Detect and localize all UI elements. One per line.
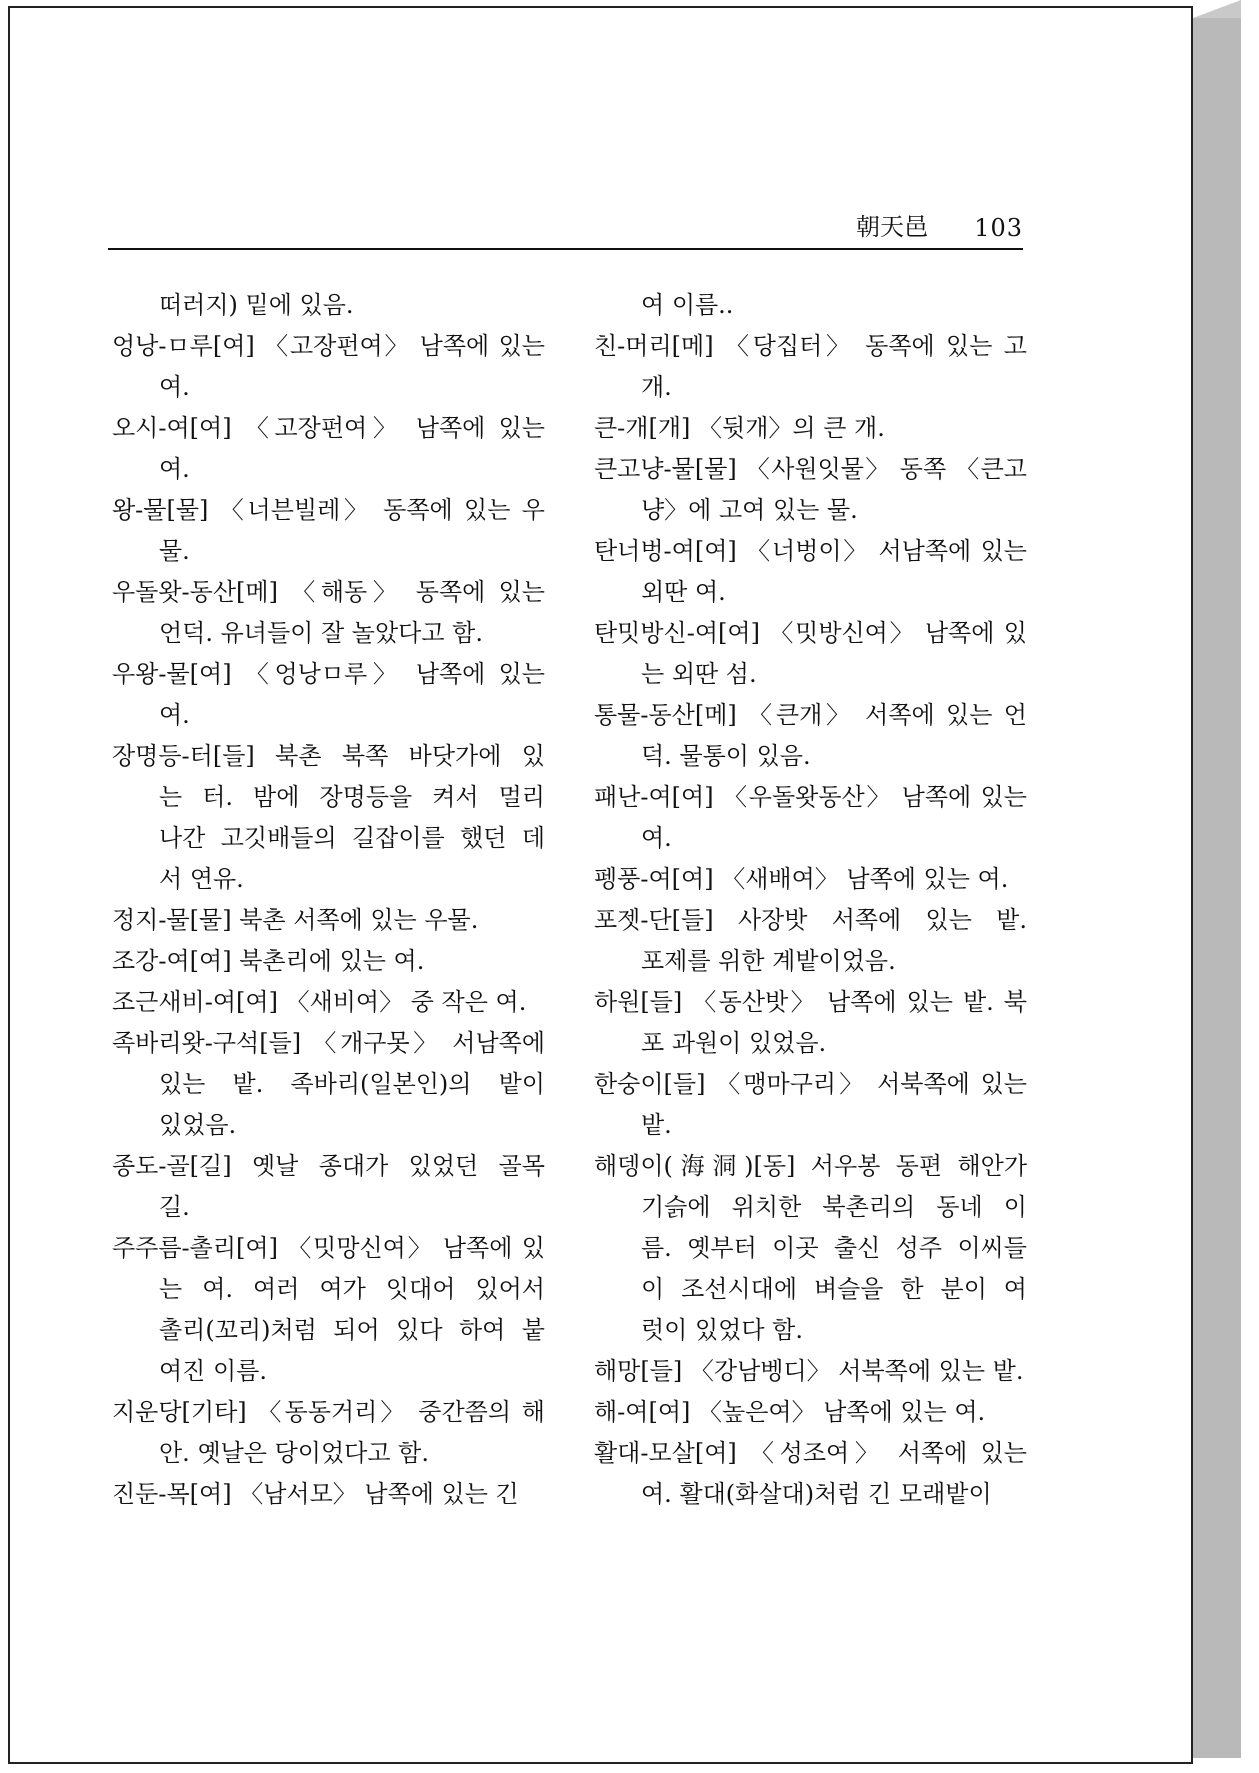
entry-line: 친-머리[메] 〈당집터〉 동쪽에 있는 고 [594, 332, 1027, 360]
entry-line: 는 터. 밤에 장명등을 켜서 멀리 [159, 783, 545, 811]
entry-line: 탄너벙-여[여] 〈너벙이〉 서남쪽에 있는 [594, 537, 1027, 565]
dictionary-entry [594, 531, 1027, 613]
dictionary-entry [594, 900, 1027, 982]
dictionary-entry [112, 736, 545, 900]
entry-line: 왕-물[물] 〈너븐빌레〉 동쪽에 있는 우 [112, 496, 545, 524]
dictionary-entry [594, 1351, 1027, 1392]
entry-line: 장명등-터[들] 북촌 북쪽 바닷가에 있 [112, 742, 545, 770]
entry-line: 름. 옛부터 이곳 출신 성주 이씨들 [641, 1234, 1027, 1262]
entry-line: 나간 고깃배들의 길잡이를 했던 데 [159, 824, 545, 852]
entry-line: 정지-물[물] 북촌 서쪽에 있는 우물. [112, 906, 479, 934]
dictionary-entry [112, 900, 545, 941]
page-edge-shadow [1193, 18, 1241, 1758]
dictionary-entry [112, 1392, 545, 1474]
dictionary-entry [594, 859, 1027, 900]
dictionary-entry [594, 613, 1027, 695]
entry-line: 여. [159, 373, 190, 401]
dictionary-entry [594, 695, 1027, 777]
entry-line: 여. 활대(화살대)처럼 긴 모래밭이 [641, 1480, 992, 1508]
dictionary-entry [112, 982, 545, 1023]
dictionary-entry [112, 572, 545, 654]
entry-line: 우왕-물[여] 〈엉낭ㅁ루〉 남쪽에 있는 [112, 660, 545, 688]
right-text-column [594, 285, 1027, 1515]
dictionary-entry [112, 1023, 545, 1146]
dictionary-entry [112, 490, 545, 572]
entry-line: 엉낭-ㅁ루[여] 〈고장펀여〉 남쪽에 있는 [112, 332, 545, 360]
entry-line: 언덕. 유녀들이 잘 놀았다고 함. [159, 619, 483, 647]
entry-line: 지운당[기타] 〈동동거리〉 중간쯤의 해 [112, 1398, 545, 1426]
entry-line: 여. [159, 455, 190, 483]
entry-line: 있는 밭. 족바리(일본인)의 밭이 [159, 1070, 545, 1098]
entry-line: 포젯-단[들] 사장밧 서쪽에 있는 밭. [594, 906, 1027, 934]
entry-line: 밭. [641, 1111, 672, 1139]
entry-line: 한숭이[들] 〈맹마구리〉 서북쪽에 있는 [594, 1070, 1027, 1098]
entry-line: 냥〉에 고여 있는 물. [641, 496, 858, 524]
entry-line: 포제를 위한 계밭이었음. [641, 947, 896, 975]
dictionary-entry [112, 326, 545, 408]
entry-line: 펭풍-여[여] 〈새배여〉 남쪽에 있는 여. [594, 865, 1009, 893]
entry-line: 외딴 여. [641, 578, 726, 606]
entry-line: 해망[들] 〈강남벵디〉 서북쪽에 있는 밭. [594, 1357, 1024, 1385]
entry-line: 족바리왓-구석[들] 〈개구못〉 서남쪽에 [112, 1029, 545, 1057]
entry-line: 떠러지) 밑에 있음. [159, 291, 354, 319]
entry-line: 촐리(꼬리)처럼 되어 있다 하여 붙 [159, 1316, 545, 1344]
dictionary-entry [594, 982, 1027, 1064]
entry-line: 해뎅이(海洞)[동] 서우봉 동편 해안가 [594, 1152, 1027, 1180]
dictionary-entry [594, 326, 1027, 408]
entry-line: 물. [159, 537, 190, 565]
entry-line: 오시-여[여] 〈고장펀여〉 남쪽에 있는 [112, 414, 545, 442]
dictionary-entry [594, 408, 1027, 449]
running-title: 朝天邑 [856, 213, 928, 241]
dictionary-entry [112, 408, 545, 490]
entry-line: 우돌왓-동산[메] 〈해동〉 동쪽에 있는 [112, 578, 545, 606]
entry-line: 큰고냥-물[물] 〈사원잇물〉 동쪽 〈큰고 [594, 455, 1027, 483]
dictionary-entry [594, 1064, 1027, 1146]
entry-line: 해-여[여] 〈높은여〉 남쪽에 있는 여. [594, 1398, 986, 1426]
dictionary-entry [112, 285, 545, 326]
entry-line: 덕. 물통이 있음. [641, 742, 811, 770]
entry-line: 개. [641, 373, 672, 401]
dictionary-entry [594, 1392, 1027, 1433]
entry-line: 는 외딴 섬. [641, 660, 757, 688]
entry-line: 기슭에 위치한 북촌리의 동네 이 [641, 1193, 1027, 1221]
dictionary-entry [594, 449, 1027, 531]
entry-line: 안. 옛날은 당이었다고 함. [159, 1439, 429, 1467]
entry-line: 활대-모살[여] 〈성조여〉 서쪽에 있는 [594, 1439, 1027, 1467]
entry-line: 포 과원이 있었음. [641, 1029, 827, 1057]
entry-line: 패난-여[여] 〈우돌왓동산〉 남쪽에 있는 [594, 783, 1027, 811]
dictionary-entry [594, 777, 1027, 859]
entry-line: 하원[들] 〈동산밧〉 남쪽에 있는 밭. 북 [594, 988, 1027, 1016]
entry-line: 종도-골[길] 옛날 종대가 있었던 골목 [112, 1152, 545, 1180]
dictionary-entry [112, 1474, 545, 1515]
entry-line: 여. [159, 701, 190, 729]
dictionary-entry [594, 285, 1027, 326]
entry-line: 여진 이름. [159, 1357, 267, 1385]
running-header [108, 208, 1023, 250]
entry-line: 여 이름.. [641, 291, 734, 319]
entry-line: 큰-개[개] 〈뒷개〉의 큰 개. [594, 414, 885, 442]
dictionary-entry [112, 941, 545, 982]
left-text-column [112, 285, 545, 1515]
entry-line: 주주름-촐리[여] 〈밋망신여〉 남쪽에 있 [112, 1234, 545, 1262]
dictionary-entry [594, 1146, 1027, 1351]
entry-line: 럿이 있었다 함. [641, 1316, 803, 1344]
entry-line: 조강-여[여] 북촌리에 있는 여. [112, 947, 425, 975]
page-number: 103 [974, 214, 1023, 242]
entry-line: 조근새비-여[여] 〈새비여〉 중 작은 여. [112, 988, 527, 1016]
entry-line: 는 여. 여러 여가 잇대어 있어서 [159, 1275, 545, 1303]
entry-line: 여. [641, 824, 672, 852]
page-edge-shadow-top [1193, 0, 1241, 18]
entry-line: 탄밋방신-여[여] 〈밋방신여〉 남쪽에 있 [594, 619, 1027, 647]
entry-line: 서 연유. [159, 865, 244, 893]
entry-line: 있었음. [159, 1111, 237, 1139]
dictionary-entry [112, 1146, 545, 1228]
entry-line: 이 조선시대에 벼슬을 한 분이 여 [641, 1275, 1027, 1303]
entry-line: 진둔-목[여] 〈남서모〉 남쪽에 있는 긴 [112, 1480, 519, 1508]
dictionary-entry [594, 1433, 1027, 1515]
dictionary-entry [112, 654, 545, 736]
entry-line: 길. [159, 1193, 190, 1221]
dictionary-entry [112, 1228, 545, 1392]
entry-line: 통물-동산[메] 〈큰개〉 서쪽에 있는 언 [594, 701, 1027, 729]
